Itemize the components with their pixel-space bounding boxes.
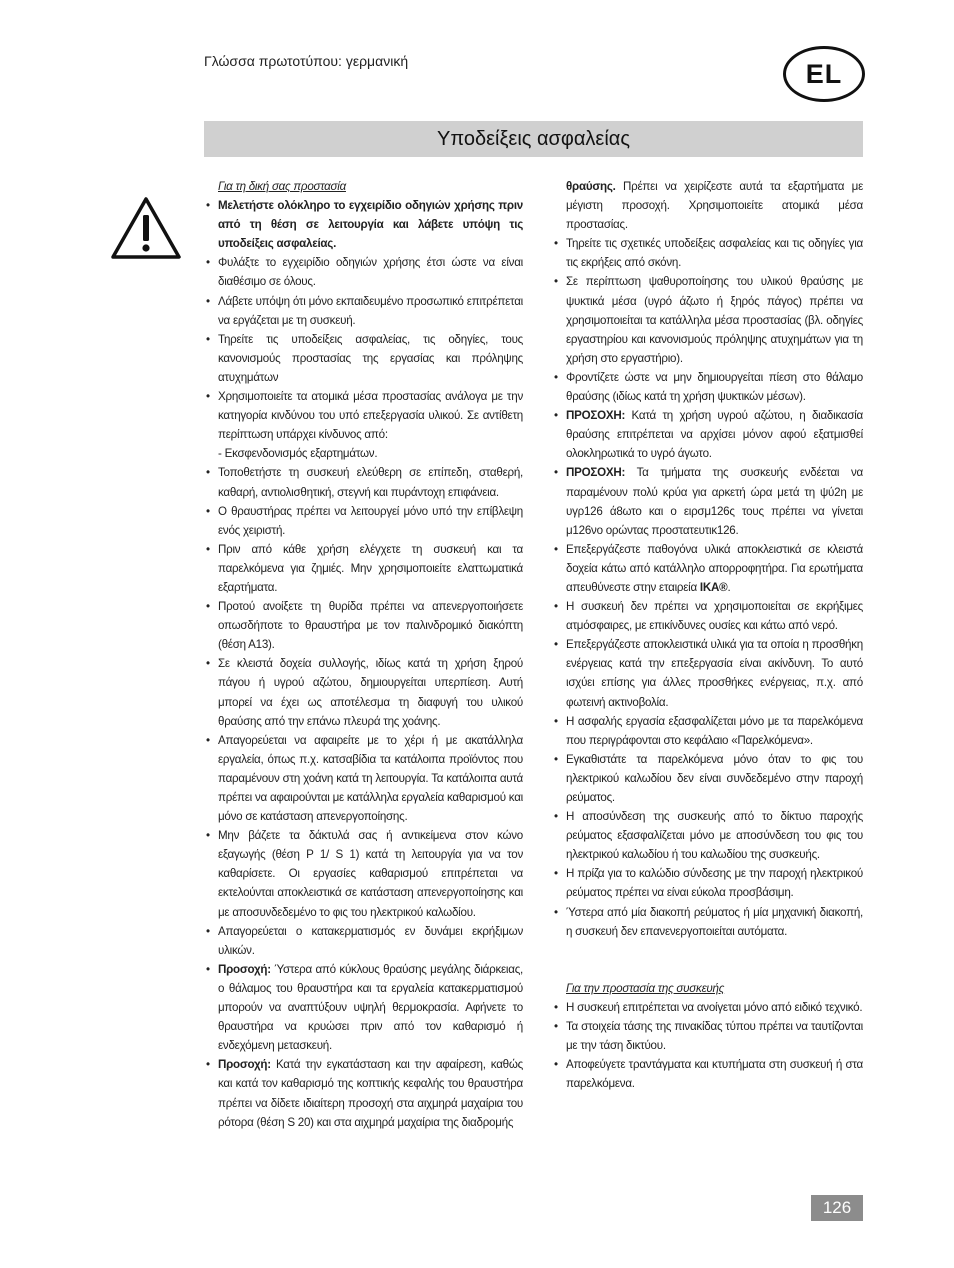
list-item: • Αποφεύγετε τραντάγματα και κτυπήματα στη συσκευή ή στα παρελκόμενα.	[554, 1058, 863, 1091]
list-item: • Επεξεργάζεστε παθογόνα υλικά αποκλειστικά σε κλειστά δοχεία κάτω από κατάλληλο απορροφητήρα. Για ερωτήματα απευθύνεστε στην εταιρεία IKA®.	[554, 542, 863, 594]
list-item: • Μελετήστε ολόκληρο το εγχειρίδιο οδηγιών χρήσης πριν από τη θέση σε λειτουργία και λάβετε υπόψη τις υποδείξεις ασφαλείας.	[206, 199, 523, 251]
list-item: • Τα στοιχεία τάσης της πινακίδας τύπου πρέπει να ταυτίζονται με την τάση δικτύου.	[554, 1019, 863, 1053]
list-item: • Η αποσύνδεση της συσκευής από το δίκτυο παροχής ρεύματος εξασφαλίζεται μόνο με αποσύνδεση του φις του ηλεκτρικού καλωδίου ή του καλωδίου της συσκευής.	[554, 810, 863, 862]
list-item: • Φυλάξτε το εγχειρίδιο οδηγιών χρήσης έτσι ώστε να είναι διαθέσιμο σε όλους.	[206, 256, 523, 289]
list-item: • Τοποθετήστε τη συσκευή ελεύθερη σε επίπεδη, σταθερή, καθαρή, αντιολισθητική, στεγνή και πυράντοχη επιφάνεια.	[206, 466, 523, 499]
list-item: • Η ασφαλής εργασία εξασφαλίζεται μόνο με τα παρελκόμενα που περιγράφονται στο κεφάλαιο «Παρελκόμενα».	[554, 714, 863, 747]
ika-brand: IKA®	[699, 580, 728, 594]
list-item: • Η συσκευή επιτρέπεται να ανοίγεται μόνο από ειδικό τεχνικό.	[554, 1000, 863, 1014]
list-item: • Σε κλειστά δοχεία συλλογής, ιδίως κατά τη χρήση ξηρού πάγου ή υγρού αζώτου, δημιουργείται υπερπίεση. Αυτή μπορεί να έχει ως αποτέλεσμα τη διαφυγή του υλικού θραύσης από την επάνω πλευρά της χοάνης.	[206, 657, 523, 728]
page-number: 126	[811, 1195, 863, 1221]
list-item: • Προσοχή: Κατά την εγκατάσταση και την αφαίρεση, καθώς και κατά τον καθαρισμό της κοπτικής κεφαλής του θραυστήρα πρέπει να δίδετε ιδιαίτερη προσοχή στα αιχμηρά μαχαίρια του ρότορα (θέση S 20) και στα αιχμηρά μαχαίρια της διαδρομής	[206, 1058, 523, 1129]
continued-text: θραύσης. Πρέπει να χειρίζεστε αυτά τα εξαρτήματα με μέγιστη προσοχή. Χρησιμοποιείτε ατομικά μέσα προστασίας.	[566, 180, 863, 232]
list-item: • Πριν από κάθε χρήση ελέγχετε τη συσκευή και τα παρελκόμενα για ζημιές. Μην χρησιμοποιείτε ελαττωματικά εξαρτήματα.	[206, 542, 523, 594]
right-column	[552, 177, 863, 1093]
list-item: • Η πρίζα για το καλώδιο σύνδεσης με την παροχή ηλεκτρικού ρεύματος πρέπει να είναι εύκολα προσβάσιμη.	[554, 867, 863, 900]
list-item: • ΠΡΟΣΟΧΗ: Τα τμήματα της συσκευής ενδέεται να παραμένουν πολύ κρύα για αρκετή ώρα μετά τη ψύ2η με υγρ126 ά8ωτο και ο ειρσμ126ς τους πρέπει να γίνεται μ126νο ορώντας προστατευτικ126.	[554, 466, 863, 537]
section-heading-own-protection: Για τη δική σας προστασία	[218, 180, 346, 193]
list-subitem: - Εκσφενδονισμός εξαρτημάτων.	[218, 447, 378, 461]
list-item: • Φροντίζετε ώστε να μην δημιουργείται πίεση στο θάλαμο θραύσης (ιδίως κατά τη χρήση ψυκτικών μέσων).	[554, 370, 863, 404]
list-item: • Τηρείτε τις σχετικές υποδείξεις ασφαλείας και τις οδηγίες για τις εκρήξεις από σκόνη.	[554, 237, 863, 270]
list-item: • Απαγορεύεται να αφαιρείτε με το χέρι ή με ακατάλληλα εργαλεία, όπως π.χ. κατσαβίδια τα κατάλοιπα προϊόντος που παραμένουν στη χοάνη κατά τη λειτουργία. Τα κατάλοιπα αυτά πρέπει να αφαιρούνται με κατάλληλα εργαλεία καθαρισμού και μόνο σε κατάσταση απενεργοποίησης.	[206, 733, 523, 824]
list-item: • Η συσκευή δεν πρέπει να χρησιμοποιείται σε εκρήξιμες ατμόσφαιρες, με επικίνδυνες ουσίες και κάτω από νερό.	[554, 600, 863, 633]
list-item: • Επεξεργάζεστε αποκλειστικά υλικά για τα οποία η προσθήκη ενέργειας κατά την επεξεργασία είναι ακίνδυνη. Το αυτό ισχύει επίσης για άλλες προσθήκες ενέργειας, π.χ. από φωτεινή ακτινοβολία.	[554, 638, 863, 709]
list-item: • Χρησιμοποιείτε τα ατομικά μέσα προστασίας ανάλογα με την κατηγορία κινδύνου του υπό επεξεργασία υλικού. Σε αντίθετη περίπτωση υπάρχει κίνδυνος από:	[206, 390, 523, 442]
warning-triangle-icon	[110, 196, 182, 260]
left-column	[204, 177, 523, 1132]
original-language-note: Γλώσσα πρωτοτύπου: γερμανική	[204, 53, 409, 69]
list-item: • Προσοχή: Ύστερα από κύκλους θραύσης μεγάλης διάρκειας, ο θάλαμος του θραυστήρα και τα εργαλεία κατακερματισμού μπορούν να αναπτύξουν υψηλή θερμοκρασία. Αφήνετε το θραυστήρα να κρυώσει πριν από τον καθαρισμό ή ενδεχόμενη μετασκευή.	[206, 962, 523, 1053]
list-item: • Ύστερα από μία διακοπή ρεύματος ή μία μηχανική διακοπή, η συσκευή δεν επανενεργοποιείται αυτόματα.	[554, 905, 863, 938]
language-badge: EL	[783, 46, 865, 102]
section-heading-device-protection: Για την προστασία της συσκευής	[566, 981, 725, 995]
list-item: • Μην βάζετε τα δάκτυλά σας ή αντικείμενα στον κώνο εξαγωγής (θέση P 1/ S 1) κατά τη λειτουργία για να τον καθαρίσετε. Οι εργασίες καθαρισμού επιτρέπεται να εκτελούνται αποκλειστικά σε κατάσταση απενεργοποίησης και με αποσυνδεδεμένο το φις του ηλεκτρικού καλωδίου.	[206, 829, 523, 919]
page-title: Υποδείξεις ασφαλείας	[437, 127, 630, 150]
list-item: • Λάβετε υπόψη ότι μόνο εκπαιδευμένο προσωπικό επιτρέπεται να εργάζεται με τη συσκευή.	[206, 294, 523, 327]
list-item: • Εγκαθιστάτε τα παρελκόμενα μόνο όταν το φις του ηλεκτρικού καλωδίου δεν είναι συνδεδεμένο στην παροχή ρεύματος.	[554, 752, 863, 804]
list-item: • ΠΡΟΣΟΧΗ: Κατά τη χρήση υγρού αζώτου, η διαδικασία θραύσης επιτρέπεται να αρχίσει μόνον αφού εξατμισθεί ολοκληρωτικά το υγρό άγωτο.	[554, 409, 863, 461]
list-item: • Προτού ανοίξετε τη θυρίδα πρέπει να απενεργοποιήσετε οπωσδήποτε το θραυστήρα με τον παλινδρομικό διακόπτη (θέση Α13).	[206, 600, 523, 652]
list-item: • Σε περίπτωση ψαθυροποίησης του υλικού θραύσης με ψυκτικά μέσα (υγρό άζωτο ή ξηρός πάγος) πρέπει να χρησιμοποιείται τα κατάλληλα μέσα προστασίας (βλ. οδηγίες εργαστηρίου και κανονισμούς πρόληψης ατυχημάτων για τη χρήση στο εργαστήριο).	[554, 275, 863, 365]
list-item: • Τηρείτε τις υποδείξεις ασφαλείας, τις οδηγίες, τους κανονισμούς προστασίας της εργασίας και πρόληψης ατυχημάτων	[206, 332, 523, 384]
list-item: • Ο θραυστήρας πρέπει να λειτουργεί μόνο υπό την επίβλεψη ενός χειριστή.	[206, 504, 523, 537]
section-title-bar	[204, 121, 863, 157]
list-item: • Απαγορεύεται ο κατακερματισμός εν δυνάμει εκρήξιμων υλικών.	[206, 924, 523, 957]
